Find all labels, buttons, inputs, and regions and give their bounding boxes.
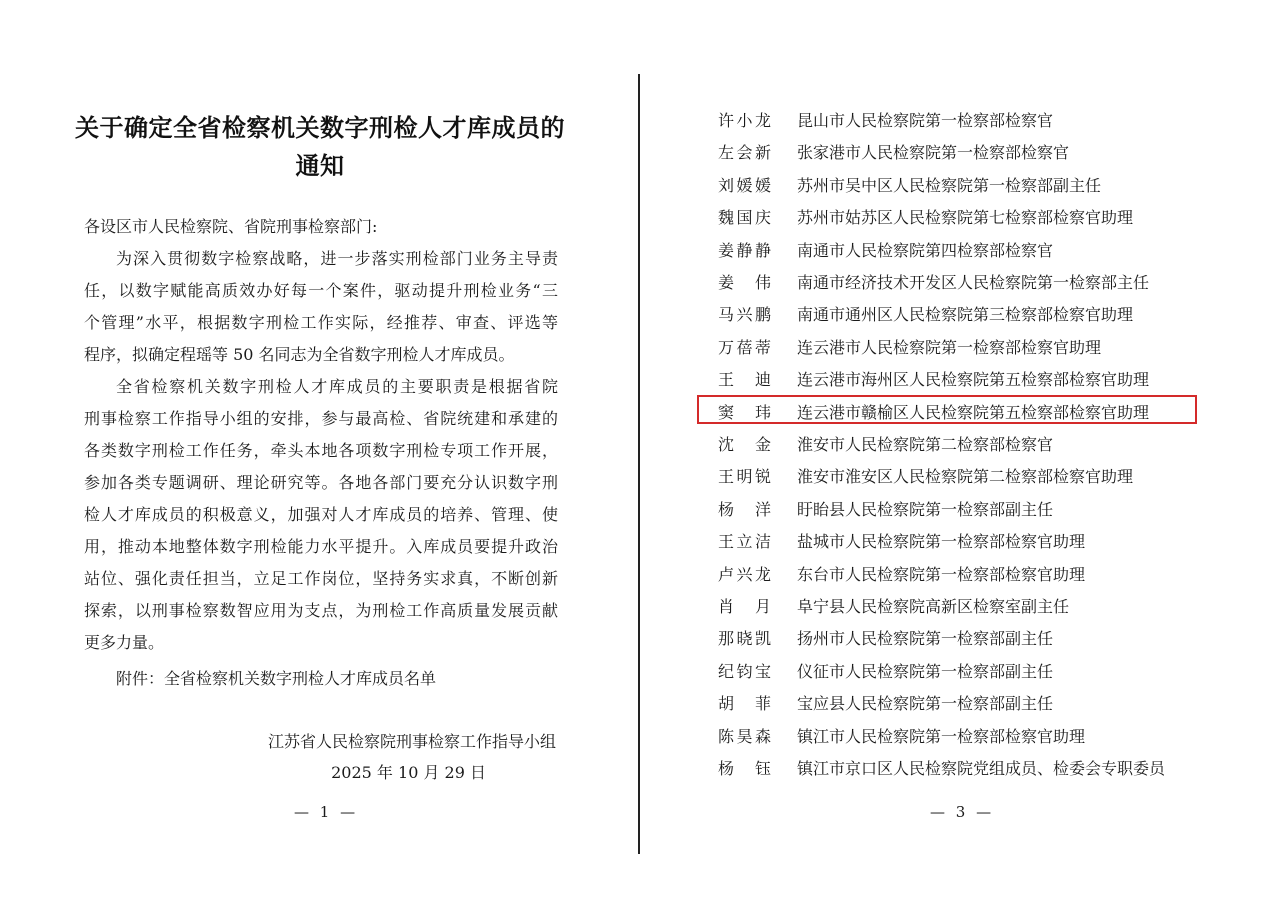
member-position: 连云港市人民检察院第一检察部检察官助理: [797, 337, 1102, 357]
member-name: 肖月: [718, 597, 771, 616]
paragraph-2-line: 刑事检察工作指导小组的安排，参与最高检、省院统建和承建的: [84, 409, 558, 428]
member-position: 淮安市淮安区人民检察院第二检察部检察官助理: [797, 467, 1134, 487]
member-position: 宝应县人民检察院第一检察部副主任: [797, 694, 1054, 714]
member-position: 昆山市人民检察院第一检察部检察官: [797, 111, 1054, 130]
member-position: 镇江市京口区人民检察院党组成员、检委会专职委员: [797, 759, 1166, 778]
paragraph-2-line: 各类数字刑检工作任务，牵头本地各项数字刑检专项工作开展，: [84, 441, 558, 460]
member-position: 南通市人民检察院第四检察部检察官: [797, 240, 1054, 260]
paragraph-2-line: 检人才库成员的积极意义，加强对人才库成员的培养、管理、使: [84, 505, 558, 524]
signature-organization: 江苏省人民检察院刑事检察工作指导小组: [267, 732, 556, 751]
member-name: 王立洁: [718, 532, 771, 552]
signature-date: 2025 年 10 月 29 日: [331, 763, 486, 782]
paragraph-2-line: 站位、强化责任担当，立足工作岗位，坚持务实求真，不断创新: [84, 569, 558, 588]
paragraph-2-line: 参加各类专题调研、理论研究等。各地各部门要充分认识数字刑: [84, 473, 558, 492]
member-name: 刘媛媛: [718, 175, 771, 195]
paragraph-2-line: 用，推动本地整体数字刑检能力水平提升。入库成员要提升政治: [84, 537, 558, 556]
member-position: 盐城市人民检察院第一检察部检察官助理: [797, 532, 1086, 552]
member-name: 王明锐: [718, 467, 771, 487]
member-name: 沈金: [718, 435, 771, 454]
member-name: 魏国庆: [718, 208, 771, 228]
member-position: 南通市经济技术开发区人民检察院第一检察部主任: [797, 273, 1150, 292]
document-title-line1: 关于确定全省检察机关数字刑检人才库成员的: [75, 113, 565, 142]
member-position: 苏州市姑苏区人民检察院第七检察部检察官助理: [797, 208, 1134, 228]
paragraph-1-line: 任，以数字赋能高质效办好每一个案件，驱动提升刑检业务“三: [84, 281, 558, 300]
member-position: 连云港市海州区人民检察院第五检察部检察官助理: [797, 370, 1150, 390]
attachment-note: 附件：全省检察机关数字刑检人才库成员名单: [116, 669, 437, 688]
member-position: 盱眙县人民检察院第一检察部副主任: [797, 499, 1054, 519]
member-name: 马兴鹏: [718, 305, 771, 325]
document-page-left: [0, 0, 638, 905]
highlight-box: [697, 395, 1197, 424]
member-name: 姜伟: [718, 273, 771, 292]
paragraph-2-line: 全省检察机关数字刑检人才库成员的主要职责是根据省院: [116, 377, 558, 396]
paragraph-2-line: 更多力量。: [84, 633, 165, 652]
member-position: 连云港市赣榆区人民检察院第五检察部检察官助理: [797, 402, 1150, 422]
member-name: 纪钧宝: [718, 661, 771, 681]
member-position: 南通市通州区人民检察院第三检察部检察官助理: [797, 305, 1134, 325]
member-name: 杨钰: [718, 759, 771, 778]
page-number-left: — 1 —: [294, 803, 359, 821]
member-position: 镇江市人民检察院第一检察部检察官助理: [797, 726, 1086, 746]
member-name: 万蓓蒂: [718, 337, 771, 357]
member-position: 苏州市吴中区人民检察院第一检察部副主任: [797, 175, 1102, 195]
paragraph-1-line: 个管理”水平，根据数字刑检工作实际，经推荐、审查、评选等: [84, 313, 558, 332]
member-position: 仪征市人民检察院第一检察部副主任: [797, 661, 1054, 681]
member-name: 杨洋: [718, 499, 771, 519]
member-name: 卢兴龙: [718, 564, 771, 584]
paragraph-1-line: 程序，拟确定程瑶等 50 名同志为全省数字刑检人才库成员。: [84, 345, 515, 364]
salutation: 各设区市人民检察院、省院刑事检察部门:: [84, 217, 378, 236]
member-name: 胡菲: [718, 694, 771, 714]
member-position: 东台市人民检察院第一检察部检察官助理: [797, 564, 1086, 584]
member-name: 左会新: [718, 143, 771, 163]
member-name: 姜静静: [718, 240, 771, 260]
member-name: 王迪: [718, 370, 771, 390]
member-name: 许小龙: [718, 111, 771, 130]
member-position: 扬州市人民检察院第一检察部副主任: [797, 629, 1054, 649]
paragraph-1-line: 为深入贯彻数字检察战略，进一步落实刑检部门业务主导责: [116, 249, 558, 268]
member-position: 阜宁县人民检察院高新区检察室副主任: [797, 597, 1070, 616]
member-position: 张家港市人民检察院第一检察部检察官: [797, 143, 1070, 163]
page-number-right: — 3 —: [930, 803, 995, 821]
page-divider: [638, 74, 640, 854]
member-name: 窦玮: [718, 402, 771, 422]
member-name: 陈昊森: [718, 726, 771, 746]
member-name: 那晓凯: [718, 629, 771, 649]
document-title-line2: 通知: [295, 151, 345, 180]
document-page-right: [641, 0, 1280, 905]
member-position: 淮安市人民检察院第二检察部检察官: [797, 435, 1054, 454]
paragraph-2-line: 探索，以刑事检察数智应用为支点，为刑检工作高质量发展贡献: [84, 601, 558, 620]
